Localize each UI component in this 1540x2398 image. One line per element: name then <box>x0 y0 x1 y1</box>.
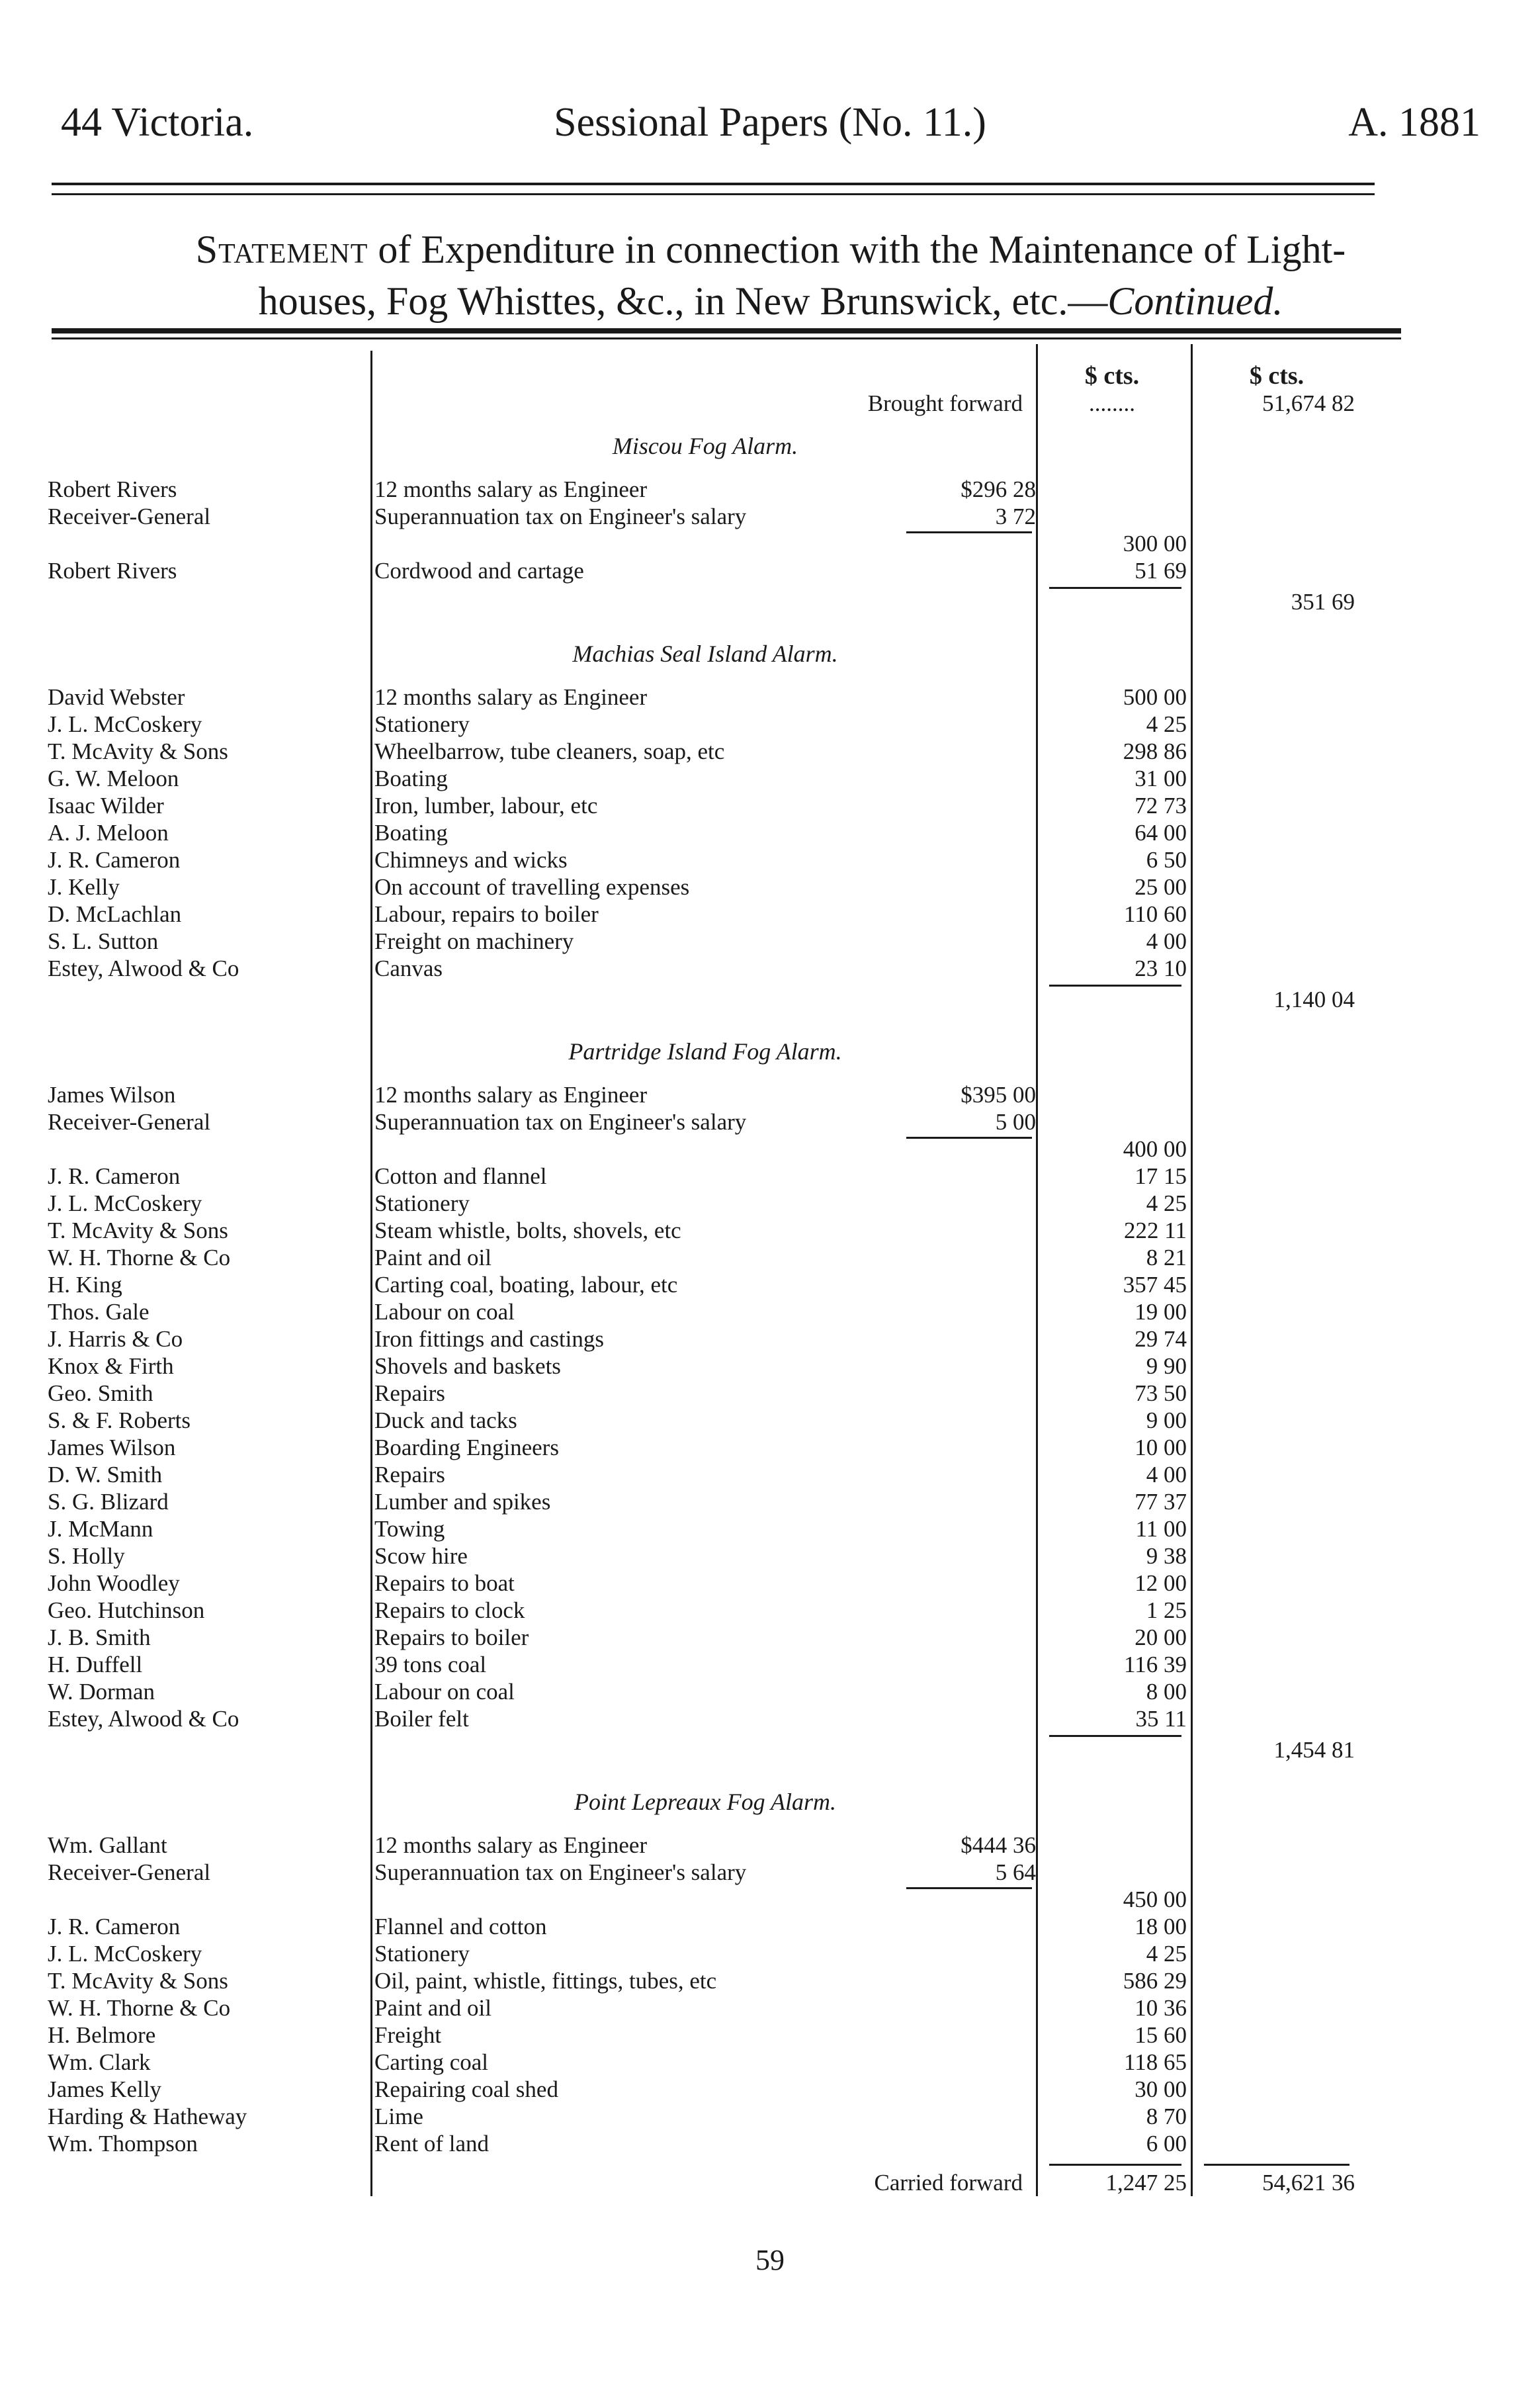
header-year: A. 1881 <box>1348 100 1480 145</box>
payee-name: T. McAvity & Sons <box>48 1968 228 1994</box>
item-description: Repairs to boat <box>374 1570 515 1596</box>
item-description: Boating <box>374 820 448 846</box>
payee-name: David Webster <box>48 684 185 710</box>
carried-forward-label: Carried forward <box>874 2170 1023 2196</box>
item-description: Repairs to boiler <box>374 1624 529 1650</box>
payee-name: H. King <box>48 1272 122 1298</box>
payee-name: James Wilson <box>48 1435 176 1460</box>
payee-name: Geo. Hutchinson <box>48 1597 205 1623</box>
line-amount: 17 15 <box>1134 1163 1187 1189</box>
item-description: Labour on coal <box>374 1299 515 1325</box>
item-description: Stationery <box>374 1190 470 1216</box>
title-line1: of Expenditure in connection with the Maintenance of Light- <box>368 228 1346 271</box>
payee-name: J. McMann <box>48 1516 153 1542</box>
item-description: Towing <box>374 1516 445 1542</box>
payee-name: J. R. Cameron <box>48 1163 181 1189</box>
payee-name: John Woodley <box>48 1570 180 1596</box>
payee-name: Wm. Thompson <box>48 2131 198 2156</box>
line-amount: 51 69 <box>1134 558 1187 584</box>
item-description: Boarding Engineers <box>374 1435 559 1460</box>
line-amount: 12 00 <box>1134 1570 1187 1596</box>
col-header-amount: $ cts. <box>1084 363 1140 390</box>
sub-amount: 5 64 <box>995 1859 1036 1885</box>
section-subtotal-rule <box>1049 1735 1181 1737</box>
item-description: Chimneys and wicks <box>374 847 568 873</box>
item-description: 12 months salary as Engineer <box>374 1082 648 1108</box>
sub-amount: 3 72 <box>995 504 1036 529</box>
column-separator <box>1191 344 1193 2196</box>
line-amount: 77 37 <box>1134 1489 1187 1515</box>
brought-forward-amount: ........ <box>1089 390 1135 416</box>
payee-name: Receiver-General <box>48 504 211 529</box>
payee-name: S. G. Blizard <box>48 1489 169 1515</box>
line-amount: 450 00 <box>1123 1887 1187 1912</box>
payee-name: Geo. Smith <box>48 1380 153 1406</box>
title-lead: Statement <box>195 228 368 271</box>
line-amount: 18 00 <box>1134 1914 1187 1939</box>
section-heading: Point Lepreaux Fog Alarm. <box>574 1789 836 1815</box>
item-description: Wheelbarrow, tube cleaners, soap, etc <box>374 738 725 764</box>
line-amount: 20 00 <box>1134 1624 1187 1650</box>
payee-name: Estey, Alwood & Co <box>48 955 239 981</box>
line-amount: 357 45 <box>1123 1272 1187 1298</box>
item-description: 12 months salary as Engineer <box>374 1832 648 1858</box>
payee-name: James Kelly <box>48 2076 162 2102</box>
subtotal-rule <box>906 531 1032 533</box>
line-amount: 1 25 <box>1146 1597 1187 1623</box>
payee-name: Receiver-General <box>48 1859 211 1885</box>
carried-forward-total: 54,621 36 <box>1262 2170 1355 2196</box>
line-amount: 23 10 <box>1134 955 1187 981</box>
title-continued: Continued. <box>1107 279 1283 323</box>
item-description: 12 months salary as Engineer <box>374 684 648 710</box>
column-separator <box>370 351 372 2196</box>
item-description: Cotton and flannel <box>374 1163 547 1189</box>
col-header-total: $ cts. <box>1249 363 1305 390</box>
section-heading: Partridge Island Fog Alarm. <box>568 1038 842 1065</box>
payee-name: Isaac Wilder <box>48 793 164 819</box>
item-description: Freight <box>374 2022 442 2048</box>
payee-name: J. L. McCoskery <box>48 1941 202 1967</box>
line-amount: 73 50 <box>1134 1380 1187 1406</box>
line-amount: 110 60 <box>1124 901 1187 927</box>
payee-name: S. Holly <box>48 1543 125 1569</box>
item-description: Lumber and spikes <box>374 1489 551 1515</box>
payee-name: J. R. Cameron <box>48 1914 181 1939</box>
line-amount: 9 38 <box>1146 1543 1187 1569</box>
section-heading: Miscou Fog Alarm. <box>612 433 798 459</box>
item-description: Labour, repairs to boiler <box>374 901 599 927</box>
payee-name: Wm. Gallant <box>48 1832 167 1858</box>
line-amount: 116 39 <box>1124 1652 1187 1677</box>
payee-name: Estey, Alwood & Co <box>48 1706 239 1732</box>
brought-forward-label: Brought forward <box>867 390 1023 416</box>
line-amount: 586 29 <box>1123 1968 1187 1994</box>
item-description: Paint and oil <box>374 1245 492 1270</box>
payee-name: W. Dorman <box>48 1679 155 1705</box>
item-description: Repairs <box>374 1380 445 1406</box>
statement-title <box>60 224 1482 327</box>
line-amount: 31 00 <box>1134 766 1187 791</box>
line-amount: 6 00 <box>1146 2131 1187 2156</box>
item-description: Canvas <box>374 955 443 981</box>
payee-name: Robert Rivers <box>48 558 177 584</box>
column-separator <box>1036 344 1038 2196</box>
payee-name: James Wilson <box>48 1082 176 1108</box>
sub-amount: $395 00 <box>961 1082 1036 1108</box>
line-amount: 298 86 <box>1123 738 1187 764</box>
line-amount: 8 00 <box>1146 1679 1187 1705</box>
payee-name: Knox & Firth <box>48 1353 174 1379</box>
payee-name: Thos. Gale <box>48 1299 150 1325</box>
payee-name: D. W. Smith <box>48 1462 163 1488</box>
subtotal-rule <box>906 1887 1032 1889</box>
sub-amount: 5 00 <box>995 1109 1036 1135</box>
item-description: Repairs <box>374 1462 445 1488</box>
line-amount: 29 74 <box>1134 1326 1187 1352</box>
carried-forward-amount: 1,247 25 <box>1105 2170 1187 2196</box>
brought-forward-total: 51,674 82 <box>1262 390 1355 416</box>
line-amount: 500 00 <box>1123 684 1187 710</box>
line-amount: 222 11 <box>1124 1218 1187 1243</box>
section-total: 1,454 81 <box>1273 1737 1355 1763</box>
item-description: Superannuation tax on Engineer's salary <box>374 1859 747 1885</box>
line-amount: 25 00 <box>1134 874 1187 900</box>
item-description: Carting coal <box>374 2049 489 2075</box>
payee-name: H. Duffell <box>48 1652 143 1677</box>
payee-name: J. R. Cameron <box>48 847 181 873</box>
item-description: Superannuation tax on Engineer's salary <box>374 1109 747 1135</box>
item-description: Carting coal, boating, labour, etc <box>374 1272 678 1298</box>
item-description: Stationery <box>374 711 470 737</box>
item-description: Shovels and baskets <box>374 1353 561 1379</box>
line-amount: 30 00 <box>1134 2076 1187 2102</box>
item-description: 12 months salary as Engineer <box>374 476 648 502</box>
item-description: Iron, lumber, labour, etc <box>374 793 598 819</box>
header-rule-bottom <box>52 193 1375 195</box>
line-amount: 8 21 <box>1146 1245 1187 1270</box>
sub-amount: $296 28 <box>961 476 1036 502</box>
payee-name: J. L. McCoskery <box>48 711 202 737</box>
carried-forward-total-rule <box>1204 2164 1349 2166</box>
header-session: 44 Victoria. <box>61 100 254 145</box>
line-amount: 10 36 <box>1134 1995 1187 2021</box>
section-total: 1,140 04 <box>1273 987 1355 1012</box>
payee-name: Wm. Clark <box>48 2049 151 2075</box>
line-amount: 118 65 <box>1124 2049 1187 2075</box>
item-description: Steam whistle, bolts, shovels, etc <box>374 1218 681 1243</box>
line-amount: 4 25 <box>1146 1941 1187 1967</box>
line-amount: 4 25 <box>1146 1190 1187 1216</box>
line-amount: 9 90 <box>1146 1353 1187 1379</box>
page-number: 59 <box>755 2244 785 2276</box>
title-line2: houses, Fog Whisttes, &c., in New Brunswick, etc.— <box>258 279 1108 323</box>
line-amount: 8 70 <box>1146 2104 1187 2129</box>
title-rule-thick <box>52 328 1401 333</box>
item-description: Lime <box>374 2104 423 2129</box>
item-description: Iron fittings and castings <box>374 1326 605 1352</box>
item-description: Duck and tacks <box>374 1407 517 1433</box>
payee-name: J. Harris & Co <box>48 1326 183 1352</box>
line-amount: 9 00 <box>1146 1407 1187 1433</box>
line-amount: 300 00 <box>1123 531 1187 556</box>
line-amount: 64 00 <box>1134 820 1187 846</box>
line-amount: 19 00 <box>1134 1299 1187 1325</box>
payee-name: T. McAvity & Sons <box>48 738 228 764</box>
item-description: Labour on coal <box>374 1679 515 1705</box>
payee-name: T. McAvity & Sons <box>48 1218 228 1243</box>
line-amount: 400 00 <box>1123 1136 1187 1162</box>
item-description: On account of travelling expenses <box>374 874 690 900</box>
header-rule-top <box>52 183 1375 185</box>
carried-forward-rule <box>1049 2164 1181 2166</box>
payee-name: W. H. Thorne & Co <box>48 1995 231 2021</box>
payee-name: Harding & Hatheway <box>48 2104 247 2129</box>
line-amount: 72 73 <box>1134 793 1187 819</box>
item-description: Boating <box>374 766 448 791</box>
payee-name: Receiver-General <box>48 1109 211 1135</box>
line-amount: 11 00 <box>1135 1516 1187 1542</box>
item-description: Superannuation tax on Engineer's salary <box>374 504 747 529</box>
payee-name: S. L. Sutton <box>48 928 159 954</box>
item-description: Repairs to clock <box>374 1597 525 1623</box>
item-description: Rent of land <box>374 2131 490 2156</box>
payee-name: W. H. Thorne & Co <box>48 1245 231 1270</box>
line-amount: 4 25 <box>1146 711 1187 737</box>
item-description: Freight on machinery <box>374 928 574 954</box>
subtotal-rule <box>906 1137 1032 1139</box>
payee-name: J. B. Smith <box>48 1624 151 1650</box>
payee-name: G. W. Meloon <box>48 766 179 791</box>
line-amount: 4 00 <box>1146 1462 1187 1488</box>
item-description: Scow hire <box>374 1543 468 1569</box>
item-description: Stationery <box>374 1941 470 1967</box>
item-description: Repairing coal shed <box>374 2076 558 2102</box>
payee-name: D. McLachlan <box>48 901 182 927</box>
title-rule-thin <box>52 337 1401 339</box>
line-amount: 10 00 <box>1134 1435 1187 1460</box>
line-amount: 6 50 <box>1146 847 1187 873</box>
section-total: 351 69 <box>1291 589 1355 615</box>
sub-amount: $444 36 <box>961 1832 1036 1858</box>
line-amount: 4 00 <box>1146 928 1187 954</box>
payee-name: S. & F. Roberts <box>48 1407 191 1433</box>
payee-name: H. Belmore <box>48 2022 156 2048</box>
section-subtotal-rule <box>1049 587 1181 589</box>
item-description: Oil, paint, whistle, fittings, tubes, etc <box>374 1968 717 1994</box>
item-description: Boiler felt <box>374 1706 469 1732</box>
header-title: Sessional Papers (No. 11.) <box>554 100 986 145</box>
item-description: 39 tons coal <box>374 1652 487 1677</box>
section-subtotal-rule <box>1049 985 1181 987</box>
payee-name: J. L. McCoskery <box>48 1190 202 1216</box>
line-amount: 35 11 <box>1135 1706 1187 1732</box>
payee-name: Robert Rivers <box>48 476 177 502</box>
payee-name: J. Kelly <box>48 874 120 900</box>
payee-name: A. J. Meloon <box>48 820 169 846</box>
item-description: Cordwood and cartage <box>374 558 584 584</box>
line-amount: 15 60 <box>1134 2022 1187 2048</box>
section-heading: Machias Seal Island Alarm. <box>572 641 838 667</box>
item-description: Flannel and cotton <box>374 1914 547 1939</box>
item-description: Paint and oil <box>374 1995 492 2021</box>
